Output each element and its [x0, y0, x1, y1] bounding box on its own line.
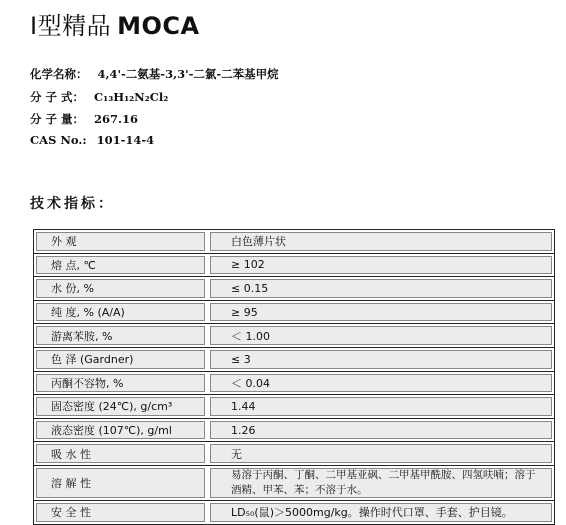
- spec-value: 无: [210, 444, 552, 463]
- table-row: [34, 323, 554, 347]
- table-row: [34, 300, 554, 324]
- spec-value: 1.26: [210, 421, 552, 440]
- spec-value: LD₅₀(鼠)＞5000mg/kg。操作时代口罩、手套、护目镜。: [210, 503, 552, 522]
- info-value: C₁₃H₁₂N₂Cl₂: [94, 90, 169, 104]
- info-cas: [30, 133, 154, 147]
- table-row: [34, 371, 554, 395]
- spec-name: 水 份, %: [36, 279, 205, 298]
- spec-value: ≤ 0.15: [210, 279, 552, 298]
- info-chemical-name: [30, 66, 279, 82]
- spec-name: 熔 点, ℃: [36, 256, 205, 275]
- table-row: [34, 465, 554, 500]
- spec-value: ＜ 0.04: [210, 374, 552, 393]
- spec-name: 色 泽 (Gardner): [36, 350, 205, 369]
- info-label: 化学名称：: [30, 67, 88, 81]
- table-row: [34, 441, 554, 465]
- table-row: [34, 276, 554, 300]
- spec-value: ＜ 1.00: [210, 326, 552, 345]
- spec-name: 溶 解 性: [36, 468, 205, 498]
- info-value: 267.16: [94, 112, 139, 126]
- table-row: [34, 500, 554, 524]
- table-row: [34, 347, 554, 371]
- info-formula: [30, 89, 168, 105]
- title-cn: Ⅰ型精品: [30, 12, 112, 40]
- spec-name: 安 全 性: [36, 503, 205, 522]
- spec-name: 游离苯胺, %: [36, 326, 205, 345]
- info-molecular-weight: [30, 111, 138, 127]
- table-row: [34, 230, 554, 253]
- spec-name: 外 观: [36, 232, 205, 251]
- spec-name: 液态密度 (107℃), g/ml: [36, 421, 205, 440]
- table-row: [34, 394, 554, 418]
- spec-heading: 技术指标：: [30, 196, 115, 212]
- title-en: MOCA: [117, 12, 200, 40]
- info-label: 分 子 式：: [30, 90, 85, 104]
- table-row: [34, 253, 554, 277]
- info-label: CAS No.:: [30, 133, 87, 147]
- info-value: 101-14-4: [96, 133, 155, 147]
- spec-table: [33, 229, 555, 525]
- spec-name: 丙酮不容物, %: [36, 374, 205, 393]
- info-value: 4,4'-二氨基-3,3'-二氯-二苯基甲烷: [97, 67, 279, 81]
- spec-value: ≤ 3: [210, 350, 552, 369]
- spec-name: 纯 度, % (A/A): [36, 303, 205, 322]
- spec-value: 1.44: [210, 397, 552, 416]
- info-label: 分 子 量：: [30, 112, 85, 126]
- spec-name: 吸 水 性: [36, 444, 205, 463]
- spec-value: 易溶于丙酮、丁酮、二甲基亚砜、二甲基甲酰胺、四氢呋喃；溶于酒精、甲苯、苯；不溶于水。: [210, 468, 552, 498]
- spec-name: 固态密度 (24℃), g/cm³: [36, 397, 205, 416]
- product-title: [30, 8, 200, 44]
- table-row: [34, 418, 554, 442]
- spec-value: ≥ 102: [210, 256, 552, 275]
- spec-value: 白色薄片状: [210, 232, 552, 251]
- spec-value: ≥ 95: [210, 303, 552, 322]
